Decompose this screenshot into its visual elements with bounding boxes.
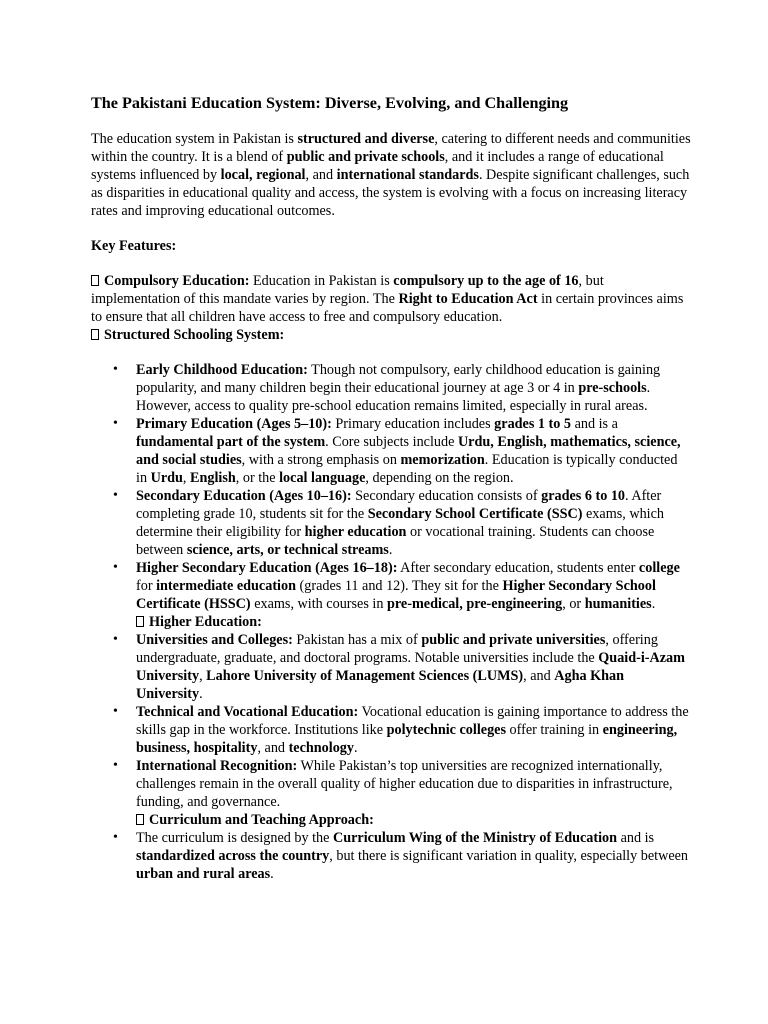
compulsory-education-paragraph: Compulsory Education: Education in Pakistan is compulsory up to the age of 16, but implementation of this mandate varies by region. The Right to Education Act in certain provinces aims to ensure that all children have access to free and compulsory education. [91, 273, 684, 325]
missing-glyph-icon [91, 275, 99, 286]
missing-glyph-icon [136, 814, 144, 825]
list-item-primary: • Primary Education (Ages 5–10): Primary education includes grades 1 to 5 and is a fundamental part of the system. Core subjects include Urdu, English, mathematics, science, and social studies, with a strong emphasis on memorization. Education is typically conducted in Urdu, English, or the local language, depending on the region. [136, 415, 691, 487]
key-features-heading: Key Features: [91, 238, 177, 254]
list-item-curriculum: • The curriculum is designed by the Curriculum Wing of the Ministry of Education and is standardized across the country, but there is significant variation in quality, especially between urban and rural areas. [136, 829, 691, 883]
document-title: The Pakistani Education System: Diverse, Evolving, and Challenging [91, 94, 569, 112]
list-item-higher-secondary: • Higher Secondary Education (Ages 16–18): After secondary education, students enter college for intermediate education (grades 11 and 12). They sit for the Higher Secondary School Certificate (HSSC) exams, with courses in pre-medical, pre-engineering, or humanities. [136, 559, 691, 613]
missing-glyph-icon [91, 329, 99, 340]
list-item-technical: • Technical and Vocational Education: Vocational education is gaining importance to address the skills gap in the workforce. Institutions like polytechnic colleges offer training in engineering, business, hospitality, and technology. [136, 703, 691, 757]
list-item-early-childhood: • Early Childhood Education: Though not compulsory, early childhood education is gaining popularity, and many children begin their educational journey at age 3 or 4 in pre-schools. However, access to quality pre-school education remains limited, especially in rural areas. [136, 361, 691, 415]
structured-schooling-heading: Structured Schooling System: [91, 326, 691, 344]
list-item-universities: • Universities and Colleges: Pakistan has a mix of public and private universities, offering undergraduate, graduate, and doctoral programs. Notable universities include the Quaid-i-Azam University, Lahore University of Management Sciences (LUMS), and Agha Khan University. [136, 631, 691, 703]
intro-paragraph: The education system in Pakistan is structured and diverse, catering to different needs and communities within the country. It is a blend of public and private schools, and it includes a range of educational systems influenced by local, regional, and international standards. Despite significant challenges, such as disparities in educational quality and access, the system is evolving with a focus on increasing literacy rates and improving educational outcomes. [91, 131, 691, 219]
higher-education-heading: Higher Education: [136, 613, 691, 631]
missing-glyph-icon [136, 616, 144, 627]
list-item-international: • International Recognition: While Pakistan’s top universities are recognized internationally, challenges remain in the overall quality of higher education due to disparities in infrastructure, funding, and governance. [136, 757, 691, 811]
curriculum-heading: Curriculum and Teaching Approach: [136, 811, 691, 829]
list-item-secondary: • Secondary Education (Ages 10–16): Secondary education consists of grades 6 to 10. After completing grade 10, students sit for the Secondary School Certificate (SSC) exams, which determine their eligibility for higher education or vocational training. Students can choose between science, arts, or technical streams. [136, 487, 691, 559]
document-page [91, 93, 691, 883]
education-list [91, 361, 691, 883]
